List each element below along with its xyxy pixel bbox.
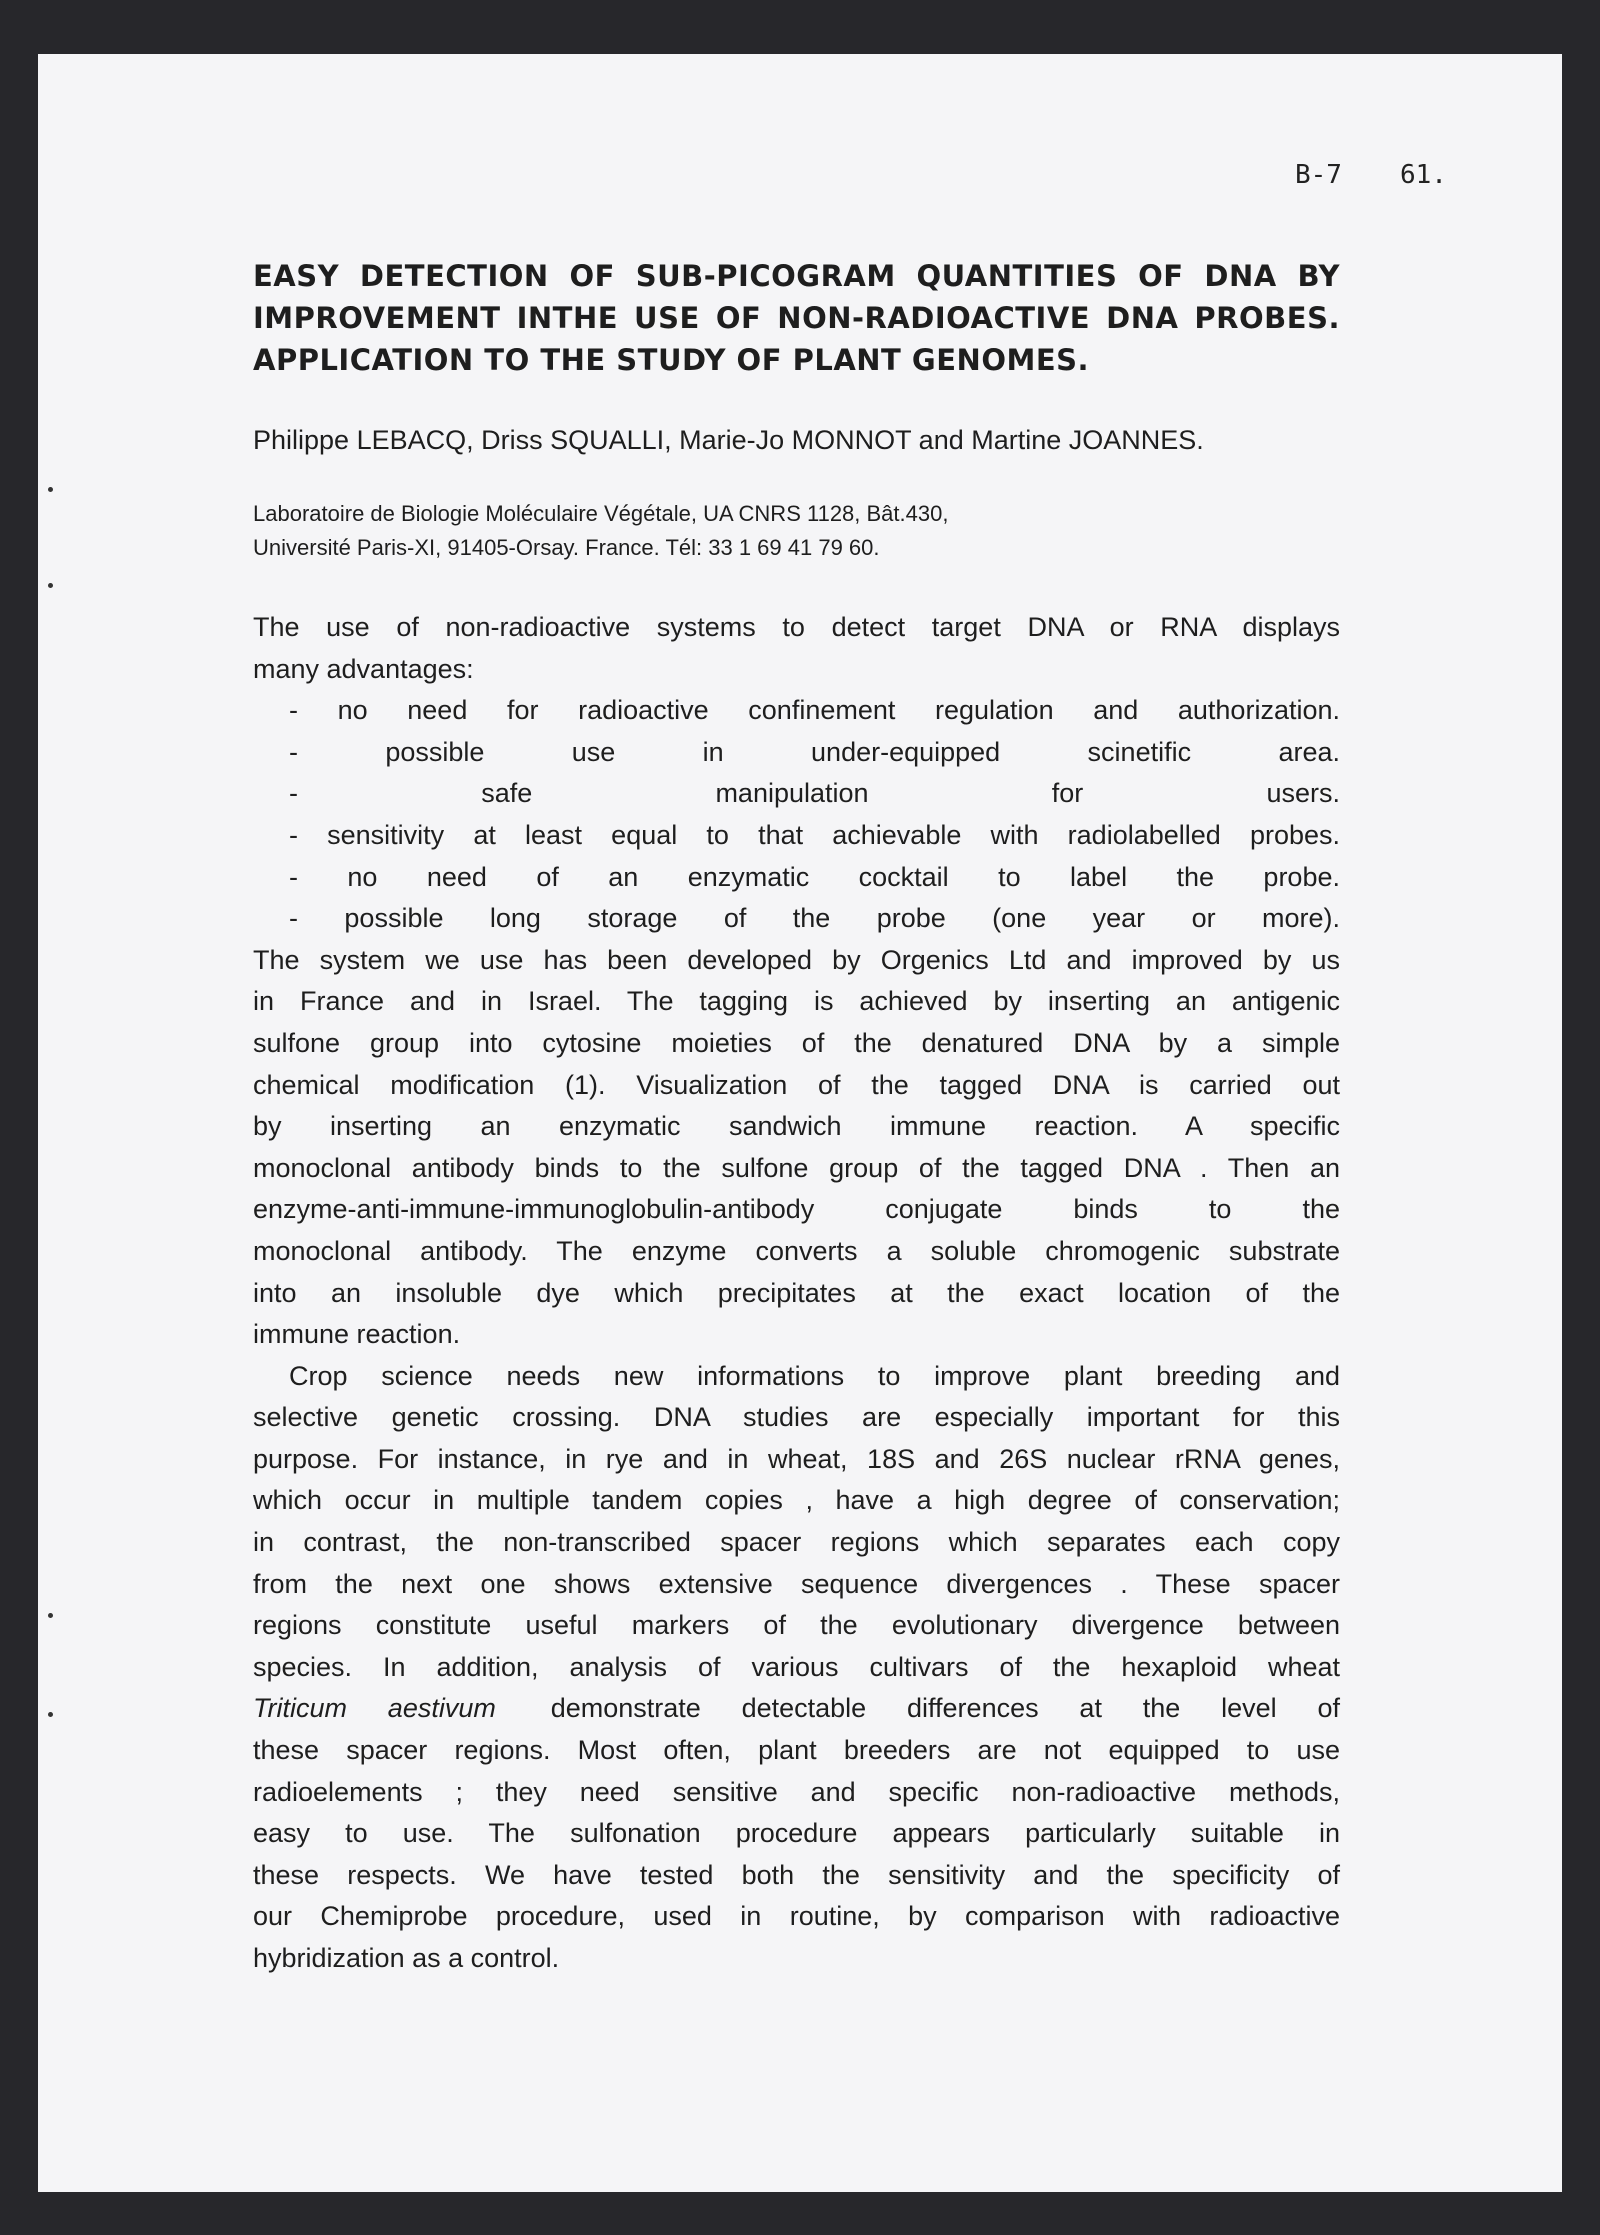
body-line <box>253 1065 1340 1107</box>
body-line-text: hybridization as a control. <box>253 1943 560 1973</box>
body-line-text: - sensitivity at least equal to that achievable with radiolabelled probes. <box>289 819 1340 850</box>
body-line <box>253 1896 1340 1938</box>
affiliation-line: Laboratoire de Biologie Moléculaire Végétale, UA CNRS 1128, Bât.430, <box>253 501 949 526</box>
body-line-text: these spacer regions. Most often, plant breeders are not equipped to use <box>253 1735 1340 1766</box>
body-line-text: many advantages: <box>253 653 474 684</box>
body-line-text: sulfone group into cytosine moieties of the denatured DNA by a simple <box>253 1027 1340 1058</box>
body-line-text: in contrast, the non-transcribed spacer regions which separates each copy <box>253 1527 1340 1558</box>
body-line <box>253 1480 1340 1522</box>
margin-mark <box>48 583 53 588</box>
body-line <box>253 1938 1340 1980</box>
body-line-text: our Chemiprobe procedure, used in routine, by comparison with radioactive <box>253 1901 1340 1932</box>
body-line-text: by inserting an enzymatic sandwich immune reaction. A specific <box>253 1111 1340 1142</box>
body-line <box>253 1273 1340 1315</box>
body-line-text: - possible long storage of the probe (one year or more). <box>289 903 1340 934</box>
body-line-text: which occur in multiple tandem copies , have a high degree of conservation; <box>253 1485 1340 1516</box>
body-line-text: in France and in Israel. The tagging is achieved by inserting an antigenic <box>253 986 1340 1017</box>
body-line <box>253 1397 1340 1439</box>
affiliation-line: Université Paris-XI, 91405-Orsay. France. Tél: 33 1 69 41 79 60. <box>253 535 880 560</box>
body-line-text: from the next one shows extensive sequence divergences . These spacer <box>253 1568 1340 1599</box>
body-line <box>253 898 1340 940</box>
title-line: IMPROVEMENT INTHE USE OF NON-RADIOACTIVE DNA PROBES. <box>253 301 1340 335</box>
body-text <box>253 607 1340 1980</box>
body-line <box>253 1688 1340 1730</box>
body-line <box>253 1813 1340 1855</box>
body-line <box>253 981 1340 1023</box>
body-line-text: - safe manipulation for users. <box>289 778 1340 809</box>
body-line <box>253 1439 1340 1481</box>
page-number: 61. <box>1400 160 1447 190</box>
body-line-text: - no need of an enzymatic cocktail to label the probe. <box>289 861 1340 892</box>
body-line <box>253 1730 1340 1772</box>
body-line <box>253 1106 1340 1148</box>
body-line <box>253 607 1340 649</box>
body-line <box>253 1564 1340 1606</box>
body-line <box>253 940 1340 982</box>
body-line <box>253 1855 1340 1897</box>
section-code: B-7 <box>1295 160 1342 190</box>
body-line-text: demonstrate detectable differences at the level of <box>550 1693 1340 1724</box>
body-line <box>253 1314 1340 1356</box>
body-line-text: - possible use in under-equipped scinetific area. <box>289 736 1340 767</box>
body-line-text: selective genetic crossing. DNA studies are especially important for this <box>253 1402 1340 1433</box>
body-line <box>253 1023 1340 1065</box>
body-line <box>253 1647 1340 1689</box>
body-line <box>253 1189 1340 1231</box>
body-line-text: radioelements ; they need sensitive and specific non-radioactive methods, <box>253 1776 1340 1807</box>
body-line-text: these respects. We have tested both the sensitivity and the specificity of <box>253 1859 1340 1890</box>
affiliation <box>253 497 948 565</box>
article-title <box>253 255 1340 381</box>
body-line <box>253 1231 1340 1273</box>
body-line-text: - no need for radioactive confinement regulation and authorization. <box>289 695 1340 726</box>
margin-mark <box>48 1712 53 1717</box>
body-line-text: Crop science needs new informations to improve plant breeding and <box>289 1360 1340 1391</box>
title-line: APPLICATION TO THE STUDY OF PLANT GENOMES. <box>253 343 1090 377</box>
body-line-text: monoclonal antibody binds to the sulfone group of the tagged DNA . Then an <box>253 1152 1340 1183</box>
body-line <box>253 1148 1340 1190</box>
body-line-text: species. In addition, analysis of various cultivars of the hexaploid wheat <box>253 1651 1340 1682</box>
body-line <box>253 857 1340 899</box>
body-line-text: The use of non-radioactive systems to detect target DNA or RNA displays <box>253 612 1340 642</box>
body-line-text: regions constitute useful markers of the evolutionary divergence between <box>253 1610 1340 1641</box>
body-line-text: monoclonal antibody. The enzyme converts a soluble chromogenic substrate <box>253 1235 1340 1266</box>
body-line <box>253 773 1340 815</box>
body-line-text: easy to use. The sulfonation procedure appears particularly suitable in <box>253 1818 1340 1849</box>
body-line <box>253 732 1340 774</box>
body-line <box>253 690 1340 732</box>
authors: Philippe LEBACQ, Driss SQUALLI, Marie-Jo MONNOT and Martine JOANNES. <box>253 425 1204 455</box>
body-line-text: enzyme-anti-immune-immunoglobulin-antibody conjugate binds to the <box>253 1194 1340 1225</box>
body-line-text: into an insoluble dye which precipitates at the exact location of the <box>253 1277 1340 1308</box>
body-line <box>253 1605 1340 1647</box>
margin-mark <box>48 1613 53 1618</box>
margin-mark <box>48 487 53 492</box>
body-line-text: The system we use has been developed by Orgenics Ltd and improved by us <box>253 944 1340 975</box>
body-line <box>253 815 1340 857</box>
body-line <box>253 1772 1340 1814</box>
body-line-text: chemical modification (1). Visualization of the tagged DNA is carried out <box>253 1069 1340 1100</box>
species-name: Triticum aestivum <box>253 1693 496 1724</box>
body-line-text: purpose. For instance, in rye and in wheat, 18S and 26S nuclear rRNA genes, <box>253 1443 1340 1474</box>
body-line-text: immune reaction. <box>253 1319 461 1350</box>
body-line <box>253 1522 1340 1564</box>
title-line: EASY DETECTION OF SUB-PICOGRAM QUANTITIES OF DNA BY <box>253 259 1340 293</box>
body-line <box>253 1356 1340 1398</box>
body-line <box>253 649 1340 691</box>
